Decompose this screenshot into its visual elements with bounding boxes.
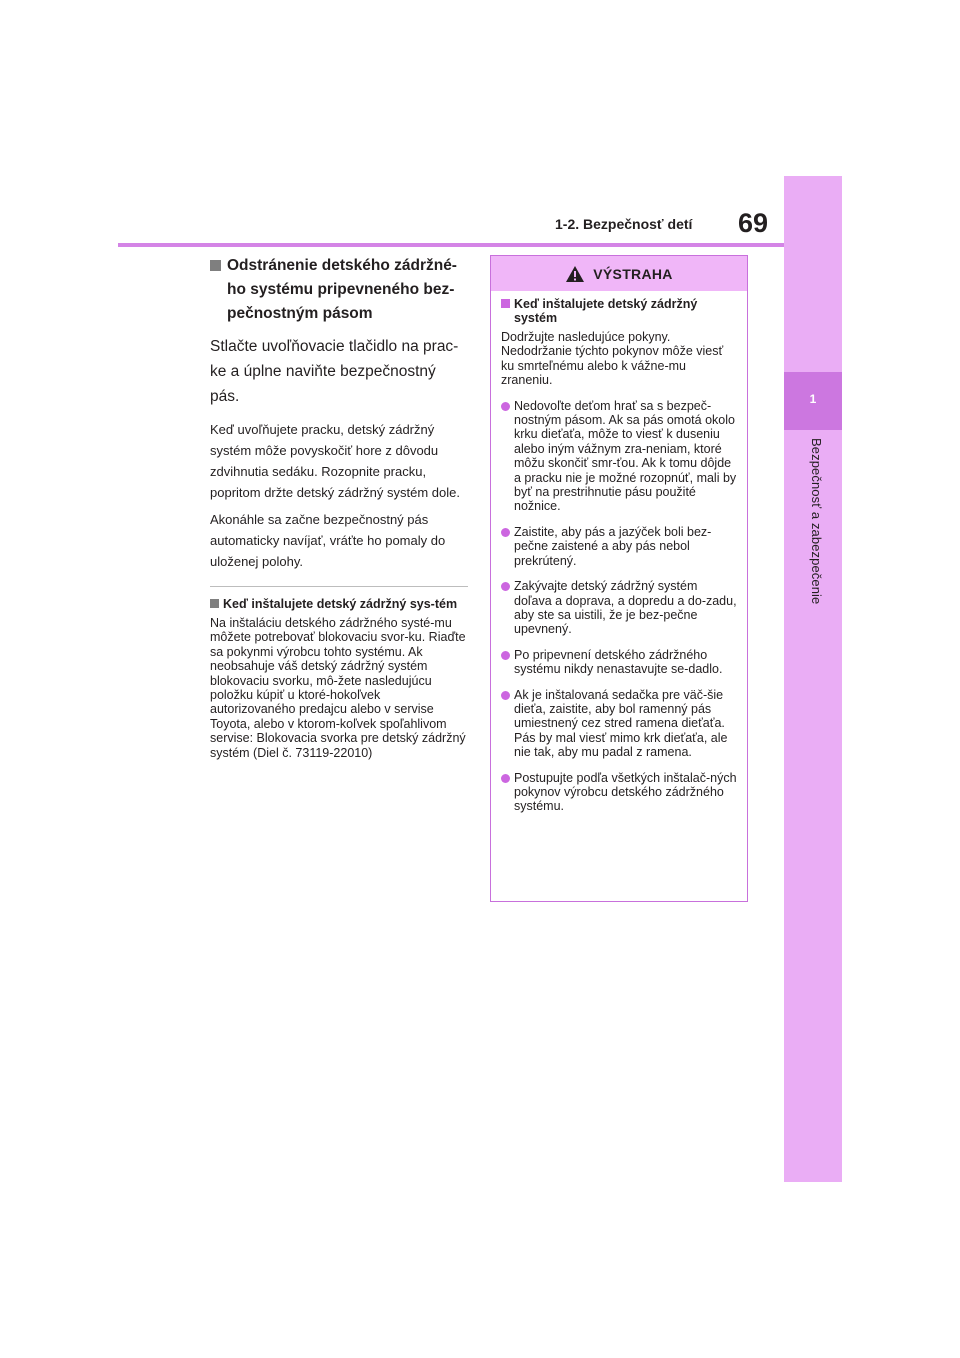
square-bullet-icon bbox=[501, 299, 510, 308]
note-paragraph: Akonáhle sa začne bezpečnostný pás automaticky navíjať, vráťte ho pomaly do uloženej polohy. bbox=[210, 512, 446, 569]
bullet-dot-icon bbox=[501, 528, 510, 537]
warning-bullet: Ak je inštalovaná sedačka pre väč-šie dieťa, zaistite, aby bol ramenný pás umiestnený cez stred ramena dieťaťa. Pás by mal viesť mimo krk dieťaťa, ale nie tak, aby mu padal z ramena. bbox=[501, 688, 738, 760]
warning-title: VÝSTRAHA bbox=[593, 265, 673, 282]
warning-bullet: Zakývajte detský zádržný systém doľava a doprava, a dopredu a do-zadu, aby ste sa uistili, že je bez-pečne upevnený. bbox=[501, 579, 738, 637]
chapter-label: Bezpečnosť a zabezpečenie bbox=[809, 438, 824, 605]
bullet-dot-icon bbox=[501, 651, 510, 660]
warning-bullet: Po pripevnení detského zádržného systému nikdy nenastavujte se-dadlo. bbox=[501, 648, 738, 677]
sub-body: Na inštaláciu detského zádržného systé-mu môžete potrebovať blokovaciu svor-ku. Riaďte sa pokynmi výrobcu tohto systému. Ak neobsahuje váš detský zádržný systém blokovaciu svorku, mô-žete nasledujúcu položku kúpiť u ktoré-hokoľvek autorizovaného predajcu alebo v servise Toyota, alebo v ktorom-koľvek spoľahlivom servise: Blokovacia svorka pre detský zádržný systém (Diel č. 73119-22010) bbox=[210, 616, 466, 760]
bullet-dot-icon bbox=[501, 582, 510, 591]
section-title: 1-2. Bezpečnosť detí bbox=[555, 216, 693, 232]
warning-heading bbox=[501, 297, 738, 325]
warning-bullet: Zaistite, aby pás a jazýček boli bez-pečne zaistené a aby pás nebol prekrútený. bbox=[501, 525, 738, 568]
side-tab bbox=[784, 176, 842, 1182]
warning-box bbox=[490, 255, 748, 902]
warning-header bbox=[491, 256, 747, 291]
bullet-dot-icon bbox=[501, 402, 510, 411]
main-heading-text: Odstránenie detského zádržné-ho systému pripevneného bez-pečnostným pásom bbox=[227, 257, 457, 322]
left-column bbox=[210, 254, 468, 760]
header-rule bbox=[118, 243, 785, 247]
warning-intro: Dodržujte nasledujúce pokyny. Nedodržanie týchto pokynov môže viesť ku smrteľnému alebo k vážne-mu zraneniu. bbox=[501, 330, 724, 388]
bullet-dot-icon bbox=[501, 691, 510, 700]
lead-instruction: Stlačte uvoľňovacie tlačidlo na prac-ke a úplne naviňte bezpečnostný pás. bbox=[210, 338, 459, 405]
sub-heading-text: Keď inštalujete detský zádržný sys-tém bbox=[223, 597, 458, 611]
page-number: 69 bbox=[738, 208, 769, 238]
square-bullet-icon bbox=[210, 599, 219, 608]
main-heading bbox=[210, 254, 468, 326]
warning-heading-text: Keď inštalujete detský zádržný systém bbox=[514, 297, 698, 325]
chapter-number: 1 bbox=[809, 392, 817, 406]
sub-heading bbox=[210, 597, 468, 611]
note-paragraph: Keď uvoľňujete pracku, detský zádržný systém môže povyskočiť hore z dôvodu zdvihnutia sedáku. Rozopnite pracku, popritom držte detský zádržný systém dole. bbox=[210, 422, 460, 500]
warning-bullet: Postupujte podľa všetkých inštalač-ných pokynov výrobcu detského zádržného systému. bbox=[501, 771, 738, 814]
warning-body bbox=[491, 291, 747, 814]
divider bbox=[210, 586, 468, 587]
chapter-number-box bbox=[784, 372, 842, 430]
warning-triangle-icon bbox=[565, 265, 585, 283]
bullet-dot-icon bbox=[501, 774, 510, 783]
warning-bullet: Nedovoľte deťom hrať sa s bezpeč-nostným pásom. Ak sa pás omotá okolo krku dieťaťa, môže to viesť k duseniu alebo iným vážnym zra-neniam, ktoré môžu skončiť smr-ťou. Ak k tomu dôjde a pracku nie je možné rozopnúť, mali by byť na prestrihnutie pásu použité nožnice. bbox=[501, 399, 738, 514]
square-bullet-icon bbox=[210, 260, 221, 271]
